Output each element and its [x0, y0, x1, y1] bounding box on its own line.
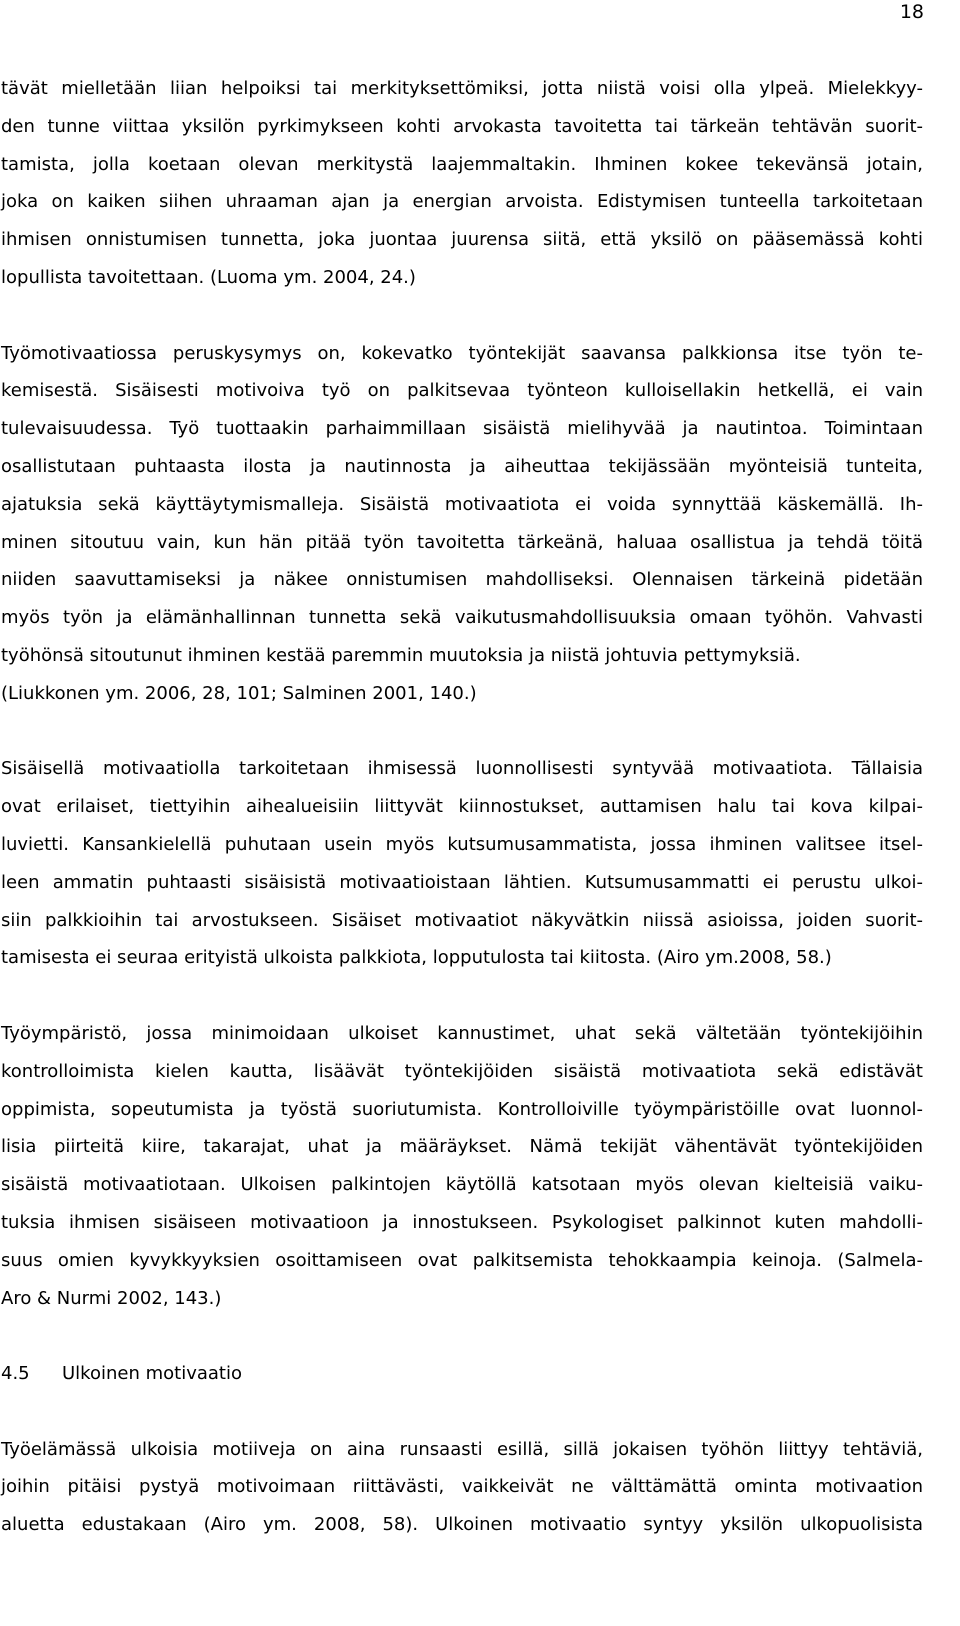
text-line: osallistutaan puhtaasta ilosta ja nautinnosta ja aiheuttaa tekijässään myönteisiä tunteita,	[1, 455, 923, 477]
text-line: myös työn ja elämänhallinnan tunnetta sekä vaikutusmahdollisuuksia omaan työhön. Vahvasti	[1, 607, 923, 629]
paragraph-1	[1, 70, 923, 297]
text-line: suus omien kyvykkyyksien osoittamiseen ovat palkitsemista tehokkaampia keinoja. (Salmela-	[1, 1249, 923, 1271]
text-line: kontrolloimista kielen kautta, lisäävät työntekijöiden sisäistä motivaatiota sekä edistävät	[1, 1060, 923, 1082]
text-line: Työympäristö, jossa minimoidaan ulkoiset kannustimet, uhat sekä vältetään työntekijöihin	[1, 1022, 923, 1044]
text-line: ovat erilaiset, tiettyihin aihealueisiin liittyvät kiinnostukset, auttamisen halu tai kova kilpai-	[1, 796, 923, 818]
text-line: joka on kaiken siihen uhraaman ajan ja energian arvoista. Edistymisen tunteella tarkoitetaan	[1, 191, 923, 213]
paragraph-gap	[1, 297, 923, 335]
paragraph-5	[1, 1431, 923, 1544]
text-line: leen ammatin puhtaasti sisäisistä motivaatioistaan lähtien. Kutsumusammatti ei perustu ulkoi-	[1, 871, 923, 893]
section-heading	[1, 1355, 923, 1393]
text-line: siin palkkioihin tai arvostukseen. Sisäiset motivaatiot näkyvätkin niissä asioissa, joiden suorit-	[1, 909, 923, 931]
text-line: oppimista, sopeutumista ja työstä suoriutumista. Kontrolloiville työympäristöille ovat luonnol-	[1, 1098, 923, 1120]
paragraph-gap	[1, 1317, 923, 1355]
text-line: minen sitoutuu vain, kun hän pitää työn tavoitetta tärkeänä, haluaa osallistua ja tehdä töitä	[1, 531, 923, 553]
text-line: aluetta edustakaan (Airo ym. 2008, 58). Ulkoinen motivaatio syntyy yksilön ulkopuolisista	[1, 1514, 923, 1536]
text-line: niiden saavuttamiseksi ja näkee onnistumisen mahdolliseksi. Olennaisen tärkeinä pidetään	[1, 569, 923, 591]
text-line: Sisäisellä motivaatiolla tarkoitetaan ihmisessä luonnollisesti syntyvää motivaatiota. Tällaisia	[1, 758, 923, 780]
paragraph-3	[1, 750, 923, 977]
paragraph-gap	[1, 713, 923, 751]
text-line: tuksia ihmisen sisäiseen motivaatioon ja innostukseen. Psykologiset palkinnot kuten mahdolli-	[1, 1211, 923, 1233]
text-line: (Liukkonen ym. 2006, 28, 101; Salminen 2001, 140.)	[1, 682, 477, 704]
section-number: 4.5	[1, 1363, 30, 1385]
paragraph-4	[1, 1015, 923, 1317]
text-line: ajatuksia sekä käyttäytymismalleja. Sisäistä motivaatiota ei voida synnyttää käskemällä. Ih-	[1, 493, 923, 515]
text-line: työhönsä sitoutunut ihminen kestää paremmin muutoksia ja niistä johtuvia pettymyksiä.	[1, 644, 801, 666]
text-line: kemisestä. Sisäisesti motivoiva työ on palkitsevaa työnteon kulloisellakin hetkellä, ei vain	[1, 380, 923, 402]
text-line: den tunne viittaa yksilön pyrkimykseen kohti arvokasta tavoitetta tai tärkeän tehtävän suorit-	[1, 115, 923, 137]
text-line: tamisesta ei seuraa erityistä ulkoista palkkiota, lopputulosta tai kiitosta. (Airo ym.2008, 58.)	[1, 947, 832, 969]
text-line: lopullista tavoitettaan. (Luoma ym. 2004, 24.)	[1, 266, 416, 288]
document-body	[1, 70, 923, 1544]
text-line: joihin pitäisi pystyä motivoimaan riittävästi, vaikkeivät ne välttämättä ominta motivaation	[1, 1476, 923, 1498]
text-line: Aro & Nurmi 2002, 143.)	[1, 1287, 222, 1309]
text-line: tamista, jolla koetaan olevan merkitystä laajemmaltakin. Ihminen kokee tekevänsä jotain,	[1, 153, 923, 175]
text-line: Työelämässä ulkoisia motiiveja on aina runsaasti esillä, sillä jokaisen työhön liittyy tehtäviä,	[1, 1438, 923, 1460]
text-line: tävät mielletään liian helpoiksi tai merkityksettömiksi, jotta niistä voisi olla ylpeä. Mielekkyy-	[1, 78, 923, 99]
text-line: Työmotivaatiossa peruskysymys on, kokevatko työntekijät saavansa palkkionsa itse työn te-	[1, 342, 923, 364]
text-line: ihmisen onnistumisen tunnetta, joka juontaa juurensa siitä, että yksilö on pääsemässä kohti	[1, 229, 923, 251]
page-number: 18	[899, 1, 924, 23]
paragraph-gap	[1, 977, 923, 1015]
paragraph-gap	[1, 1393, 923, 1431]
text-line: lisia piirteitä kiire, takarajat, uhat ja määräykset. Nämä tekijät vähentävät työntekijöiden	[1, 1136, 923, 1158]
text-line: sisäistä motivaatiotaan. Ulkoisen palkintojen käytöllä katsotaan myös olevan kielteisiä vaiku-	[1, 1174, 923, 1196]
text-line: luvietti. Kansankielellä puhutaan usein myös kutsumusammatista, jossa ihminen valitsee itsel-	[1, 833, 923, 855]
paragraph-2	[1, 335, 923, 713]
section-title: Ulkoinen motivaatio	[62, 1363, 242, 1385]
text-line: tulevaisuudessa. Työ tuottaakin parhaimmillaan sisäistä mielihyvää ja nautintoa. Toimintaan	[1, 418, 923, 440]
